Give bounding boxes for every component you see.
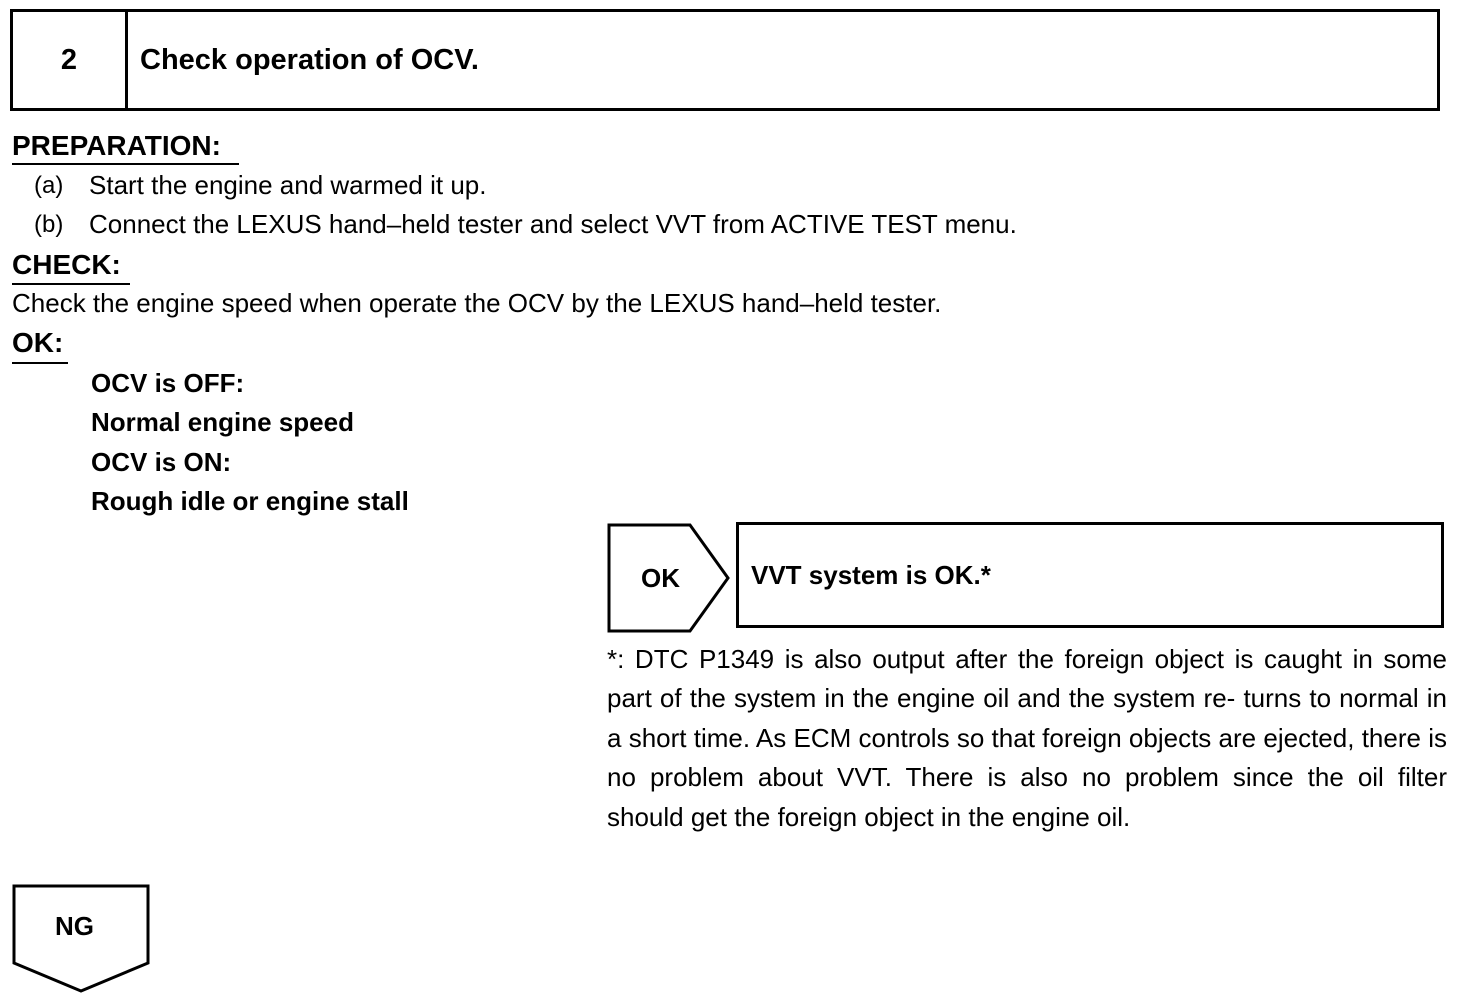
preparation-item-text-a: Start the engine and warmed it up. <box>89 170 487 200</box>
step-number: 2 <box>13 12 128 108</box>
ok-spec-line-1: OCV is OFF: <box>91 368 245 398</box>
step-title: Check operation of OCV. <box>140 43 479 76</box>
ok-spec-line-3: OCV is ON: <box>91 447 232 477</box>
footnote: *: DTC P1349 is also output after the foreign object is caught in some part of the system in the engine oil and the system re- turns to normal in a short time. As ECM controls so that foreign objects are ejected, there is no problem about VVT. There is also no problem since the oil filter should get the foreign object in the engine oil. <box>607 644 1447 832</box>
ok-spec-line-2: Normal engine speed <box>91 407 354 437</box>
check-underline <box>12 283 130 285</box>
preparation-item-text-b: Connect the LEXUS hand–held tester and select VVT from ACTIVE TEST menu. <box>89 209 1017 239</box>
preparation-underline <box>12 163 239 165</box>
ok-result-text: VVT system is OK.* <box>751 559 991 590</box>
ok-underline <box>12 362 68 364</box>
step-header <box>10 9 1440 111</box>
ok-arrow-label: OK <box>641 563 680 593</box>
ok-label: OK: <box>12 327 64 358</box>
ok-spec-line-4: Rough idle or engine stall <box>91 486 409 516</box>
preparation-item-letter-b: (b) <box>34 211 64 238</box>
ok-result-box <box>736 522 1444 628</box>
ng-arrow-label: NG <box>55 911 94 941</box>
preparation-label: PREPARATION: <box>12 130 221 161</box>
check-text: Check the engine speed when operate the OCV by the LEXUS hand–held tester. <box>12 288 942 318</box>
check-label: CHECK: <box>12 249 121 280</box>
preparation-item-letter-a: (a) <box>34 172 64 199</box>
